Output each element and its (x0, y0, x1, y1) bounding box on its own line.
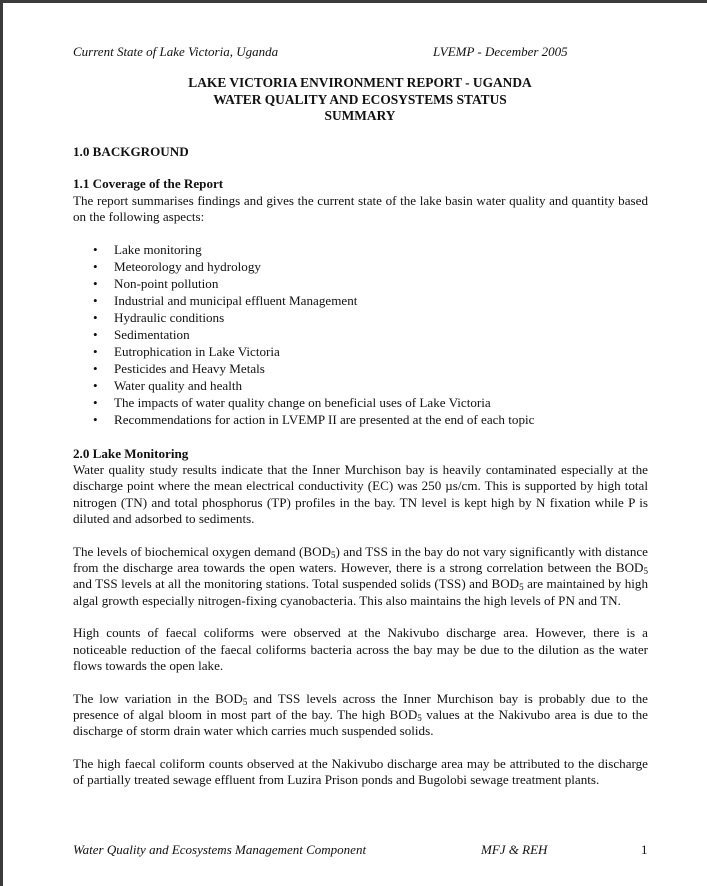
bullet-icon: • (93, 258, 98, 274)
list-item: • Hydraulic conditions (93, 309, 225, 325)
list-item: • The impacts of water quality change on beneficial uses of Lake Victoria (93, 394, 491, 410)
bullet-icon: • (93, 411, 98, 427)
title-line-1: LAKE VICTORIA ENVIRONMENT REPORT - UGANDA (188, 75, 532, 90)
coverage-bullet-list (73, 241, 648, 428)
list-item: • Recommendations for action in LVEMP II are presented at the end of each topic (93, 411, 535, 427)
running-header (73, 44, 673, 62)
page-content (73, 144, 648, 789)
list-item: • Sedimentation (93, 326, 190, 342)
list-item: • Water quality and health (93, 377, 243, 393)
lake-monitoring-paragraph-4: The low variation in the $BOD_5$ and TSS levels across the Inner Murchison bay is probably due to the presence of algal bloom in most part of the bay. The high $BOD_5$ values at the Nakivubo area is due to the discharge of storm drain water which carries much suspended solids. (73, 690, 648, 739)
bullet-icon: • (93, 394, 98, 410)
title-line-3: SUMMARY (324, 108, 396, 123)
bullet-icon: • (93, 326, 98, 342)
report-title (60, 75, 660, 125)
list-item: • Eutrophication in Lake Victoria (93, 343, 280, 359)
bullet-icon: • (93, 241, 98, 257)
list-item: • Lake monitoring (93, 241, 202, 257)
list-item: • Industrial and municipal effluent Management (93, 292, 358, 308)
title-line-2: WATER QUALITY AND ECOSYSTEMS STATUS (213, 91, 507, 107)
footer-authors: MFJ & REH (481, 842, 548, 857)
bullet-icon: • (93, 292, 98, 308)
list-item: • Meteorology and hydrology (93, 258, 261, 274)
list-item: • Pesticides and Heavy Metals (93, 360, 265, 376)
list-item: • Non-point pollution (93, 275, 219, 291)
bullet-icon: • (93, 309, 98, 325)
header-left-text: Current State of Lake Victoria, Uganda (73, 44, 279, 59)
lake-monitoring-paragraph-2: The levels of biochemical oxygen demand $(BOD_5)$ and TSS in the bay do not vary significantly with distance from the discharge area towards the open waters. However, there is a strong correlation between the $BOD_5$ and TSS levels at all the monitoring stations. Total suspended solids (TSS) and $BOD_5$ are maintained by high algal growth especially nitrogen-fixing cyanobacteria. This also maintains the high levels of PN and TN. (73, 543, 648, 608)
bullet-icon: • (93, 343, 98, 359)
lake-monitoring-paragraph-3: High counts of faecal coliforms were observed at the Nakivubo discharge area. However, there is a noticeable reduction of the faecal coliforms bacteria across the bay may be due to the dilution as the water flows towards the open lake. (73, 625, 648, 674)
subsection-heading-coverage: 1.1 Coverage of the Report (73, 176, 224, 192)
bullet-icon: • (93, 360, 98, 376)
header-right-text: LVEMP - December 2005 (433, 44, 568, 59)
lake-monitoring-paragraph-1: Water quality study results indicate that the Inner Murchison bay is heavily contaminated especially at the discharge point where the mean electrical conductivity (EC) was 250 µs/cm. This is supported by high total nitrogen (TN) and total phosphorus (TP) profiles in the bay. TN level is kept high by N fixation while P is diluted and adsorbed to sediments. (73, 462, 648, 527)
page-number: 1 (641, 842, 648, 857)
section-heading-lake-monitoring: 2.0 Lake Monitoring (73, 445, 189, 461)
lake-monitoring-paragraph-5: The high faecal coliform counts observed at the Nakivubo discharge area may be attributed to the discharge of partially treated sewage effluent from Luzira Prison ponds and Bugolobi sewage treatment plants. (73, 755, 648, 788)
footer-left-text: Water Quality and Ecosystems Management Component (73, 842, 367, 857)
bullet-icon: • (93, 275, 98, 291)
coverage-intro-paragraph: The report summarises findings and gives the current state of the lake basin water quality and quantity based on the following aspects: (73, 192, 648, 225)
bullet-icon: • (93, 377, 98, 393)
running-footer (73, 842, 653, 860)
section-heading-background: 1.0 BACKGROUND (73, 144, 189, 159)
